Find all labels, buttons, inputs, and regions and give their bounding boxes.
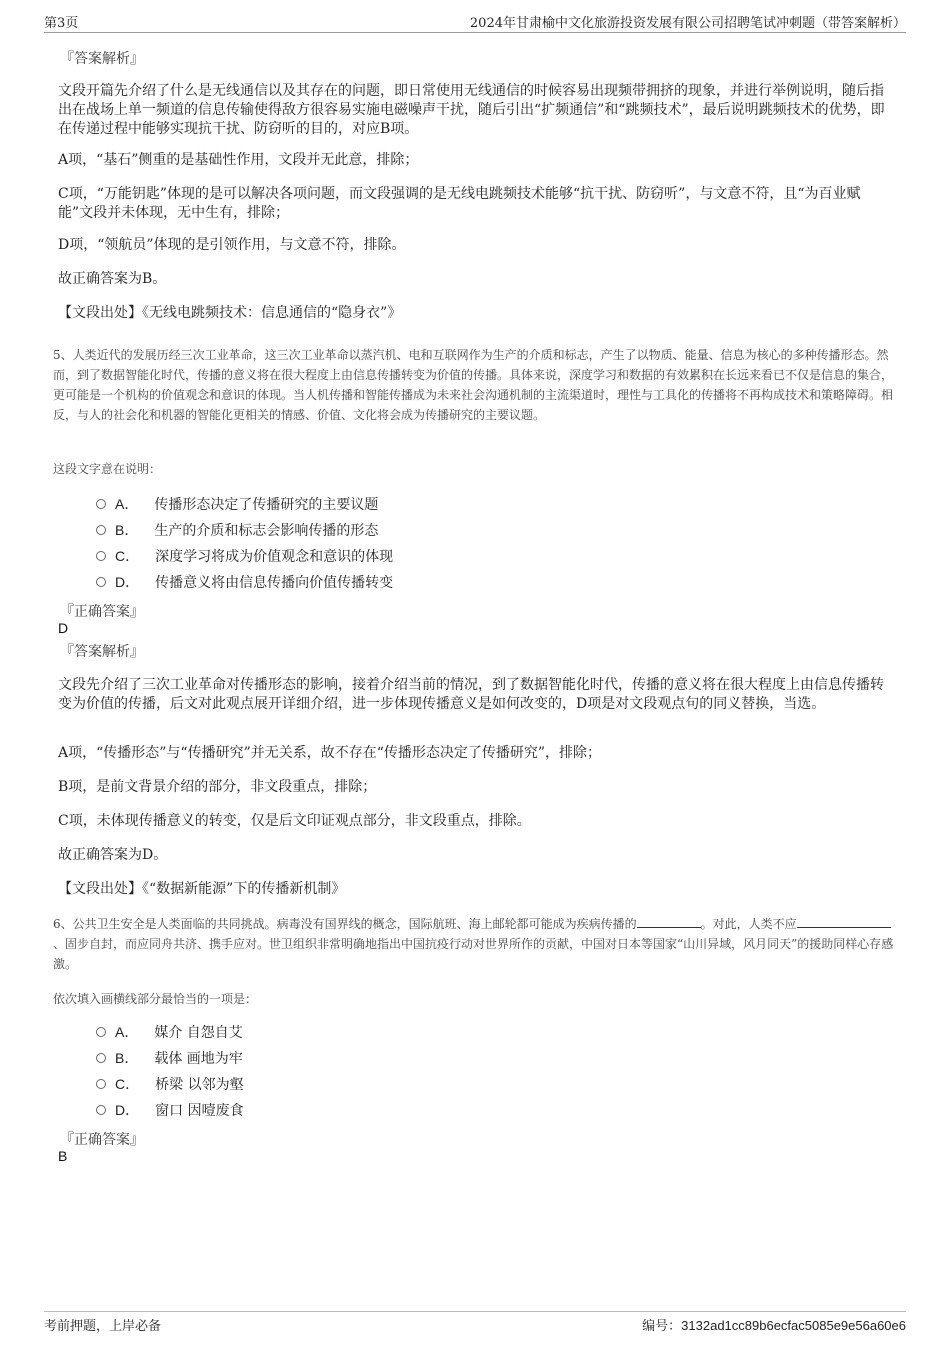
radio-button[interactable] (96, 525, 106, 535)
option-text: 桥梁 以邻为壑 (155, 1077, 244, 1093)
document-code-value: 3132ad1cc89b6ecfac5085e9e56a60e6 (681, 1318, 906, 1333)
q4-source: 【文段出处】《无线电跳频技术：信息通信的“隐身衣”》 (58, 305, 402, 321)
option-letter: B． (115, 1050, 139, 1066)
q5-stem: 这段文字意在说明： (53, 462, 162, 476)
page-header (44, 12, 906, 33)
q4-analysis-label: 『答案解析』 (60, 51, 144, 67)
option-text: 深度学习将成为价值观念和意识的体现 (155, 549, 394, 565)
radio-button[interactable] (96, 1027, 106, 1037)
q5-analysis-option-b: B项，是前文背景介绍的部分，非文段重点，排除； (58, 779, 377, 795)
option-letter: D． (115, 574, 140, 590)
page-footer (44, 1311, 906, 1334)
option-text: 生产的介质和标志会影响传播的形态 (154, 523, 379, 539)
option-letter: A． (115, 496, 139, 512)
q5-source: 【文段出处】《“数据新能源”下的传播新机制》 (58, 881, 346, 897)
q5-conclusion: 故正确答案为D。 (58, 847, 168, 863)
q5-correct-label: 『正确答案』 (60, 604, 144, 620)
option-text: 传播意义将由信息传播向价值传播转变 (155, 575, 394, 591)
q5-analysis-paragraph: 文段先介绍了三次工业革命对传播形态的影响，接着介绍当前的情况，到了数据智能化时代，传播的意义将在很大程度上由信息传播转变为价值的传播，后文对此观点展开详细介绍，进一步体现传播意义是如何改变的，D项是对文段观点句的同义替换，当选。 (58, 677, 884, 712)
option-letter: A． (115, 1024, 139, 1040)
q6-stem: 依次填入画横线部分最恰当的一项是： (53, 992, 258, 1006)
q5-option-b[interactable] (96, 520, 378, 540)
page-number: 第3页 (44, 16, 79, 31)
document-code (642, 1315, 906, 1334)
radio-button[interactable] (96, 1079, 106, 1089)
q4-analysis-paragraph: 文段开篇先介绍了什么是无线通信以及其存在的问题，即日常使用无线通信的时候容易出现频带拥挤的现象，并进行举例说明，随后指出在战场上单一频道的信息传输使得敌方很容易实施电磁噪声干扰，随后引出“扩频通信”和“跳频技术”，最后说明跳频技术的优势，即在传递过程中能够实现抗干扰、防窃听的目的，对应B项。 (58, 83, 885, 137)
q6-text-part-3: 、固步自封，而应同舟共济、携手应对。世卫组织非常明确地指出中国抗疫行动对世界所作的贡献，中国对日本等国家“山川异域，风月同天”的援助同样心存感激。 (53, 937, 894, 971)
radio-button[interactable] (96, 499, 106, 509)
q6-option-b[interactable] (96, 1048, 243, 1068)
q6-question-text (53, 914, 898, 974)
q6-correct-label: 『正确答案』 (60, 1132, 144, 1148)
document-code-label: 编号： (642, 1319, 682, 1334)
radio-button[interactable] (96, 1053, 106, 1063)
option-text: 窗口 因噎废食 (155, 1103, 244, 1119)
option-letter: C． (115, 548, 140, 564)
option-text: 传播形态决定了传播研究的主要议题 (154, 497, 379, 513)
q5-option-a[interactable] (96, 494, 378, 514)
q4-analysis-option-d: D项，“领航员”体现的是引领作用，与文意不符，排除。 (58, 237, 406, 253)
q5-analysis-label: 『答案解析』 (60, 644, 144, 660)
q6-option-d[interactable] (96, 1100, 244, 1120)
footer-slogan: 考前押题，上岸必备 (44, 1319, 162, 1334)
option-letter: B． (115, 522, 139, 538)
option-text: 媒介 自怨自艾 (154, 1025, 243, 1041)
q6-option-a[interactable] (96, 1022, 243, 1042)
q5-correct-answer: D (58, 620, 69, 636)
q5-option-d[interactable] (96, 572, 393, 592)
q5-analysis-option-c: C项，未体现传播意义的转变，仅是后文印证观点部分，非文段重点，排除。 (58, 813, 531, 829)
radio-button[interactable] (96, 551, 106, 561)
q4-analysis-option-a: A项，“基石”侧重的是基础性作用，文段并无此意，排除； (58, 152, 419, 168)
document-title: 2024年甘肃榆中文化旅游投资发展有限公司招聘笔试冲刺题（带答案解析） (469, 16, 906, 31)
radio-button[interactable] (96, 1105, 106, 1115)
option-text: 载体 画地为牢 (154, 1051, 243, 1067)
radio-button[interactable] (96, 577, 106, 587)
q4-conclusion: 故正确答案为B。 (58, 271, 167, 287)
q5-question-text: 5、人类近代的发展历经三次工业革命，这三次工业革命以蒸汽机、电和互联网作为生产的介质和标志，产生了以物质、能量、信息为核心的多种传播形态。然而，到了数据智能化时代，传播的意义将在很大程度上由信息传播转变为价值的传播。具体来说，深度学习和数据的有效累积在长远来看已不仅是信息的集合，更可能是一个机构的价值观念和意识的体现。当人机传播和智能传播成为未来社会沟通机制的主流渠道时，理性与工具化的传播将不再构成技术和策略障碍。相反，与人的社会化和机器的智能化更相关的情感、价值、文化将会成为传播研究的主要议题。 (53, 348, 894, 422)
q6-text-part-1: 6、公共卫生安全是人类面临的共同挑战。病毒没有国界线的概念，国际航班、海上邮轮都可能成为疾病传播的 (53, 917, 637, 931)
option-letter: D． (115, 1102, 140, 1118)
q4-analysis-option-c: C项，“万能钥匙”体现的是可以解决各项问题，而文段强调的是无线电跳频技术能够“抗干扰、防窃听”，与文意不符，且“为百业赋能”文段并未体现，无中生有，排除； (58, 186, 861, 221)
q6-option-c[interactable] (96, 1074, 244, 1094)
fill-blank-1 (637, 915, 701, 928)
q5-analysis-option-a: A项，“传播形态”与“传播研究”并无关系，故不存在“传播形态决定了传播研究”，排除； (58, 745, 602, 761)
fill-blank-2 (797, 915, 891, 928)
q5-option-c[interactable] (96, 546, 393, 566)
q6-correct-answer: B (58, 1148, 68, 1164)
q6-text-part-2: 。对此，人类不应 (700, 917, 797, 931)
option-letter: C． (115, 1076, 140, 1092)
